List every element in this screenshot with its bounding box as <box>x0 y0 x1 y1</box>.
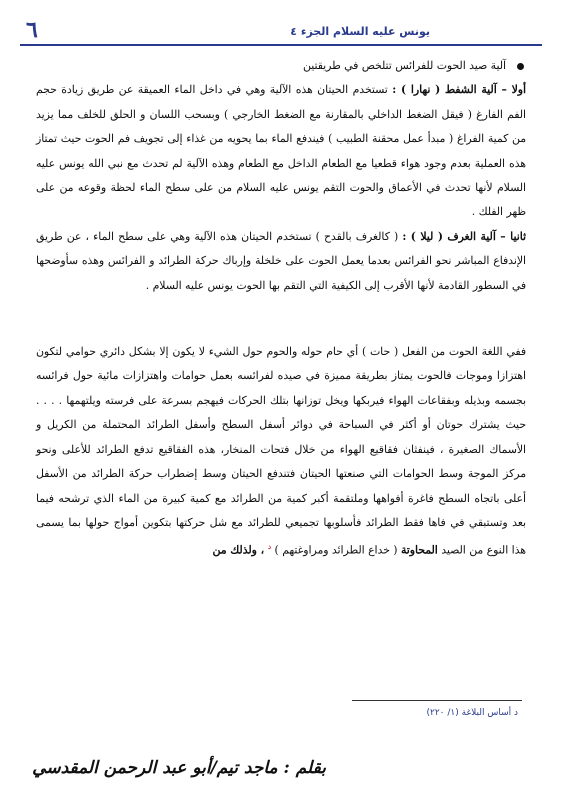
third-paren: ( خداع الطرائد ومراوغتهم ) <box>271 543 401 557</box>
intro-line <box>36 54 526 78</box>
second-label: ثانيا – آلية الغرف ( ليلا ) : <box>402 229 526 243</box>
paragraph-first <box>36 78 526 224</box>
bullet-icon <box>517 63 524 70</box>
third-text: ففي اللغة الحوت من الفعل ( حات ) أي حام حوله والحوم حول الشيء لا يكون إلا بشكل دائري حوامي لتكون اهتزازا وموجات فالحوت يمتاز بطريقة مميزة في صيده لفرائسه بعمل حوامات واهتزازات مائية حول فرائسه بجسمه وبذيله وبفقاعات الهواء فيربكها ويخل توزانها بتلك الحركات فيهجم بسرعة على فرسته ويلتهمها . . . . حيث يشترك حوتان أو أكثر في السباحة في دوائر أسفل السطح وأسفل الطرائد المحتملة من الكريل و الأسماك الصغيرة ، فينفثان فقاقيع الهواء من خلال فتحات المنخار، هذه الفقاقيع تدفع الطرائد للأعلى ونحو مركز الموجة وسط الحوامات التي صنعتها الحيتان فتندفع الحيتان وسط إضطراب حركة الطرائد من الأسفل أعلى باتجاه السطح فاغرة أفواهها وملتقمة أكبر كمية من الطرائد مع كمية كبيرة من الماء الذي ترشحه فيما بعد وتستبقي في فاها فقط الطرائد فأسلوبها تجميعي للطرائد مع شل حركتها بتكوين أمواج حولها بما يسمى هذا النوع من الصيد <box>36 345 526 557</box>
second-text: ( كالغرف بالقدح ) تستخدم الحيتان هذه الآلية وهي على سطح الماء ، عن طريق الإندفاع المباشر نحو الفرائس بعدما يعمل الحوت على خلخلة وإرباك حركة الطرائد و الفرائس وهذه سأوضحها في السطور القادمة لأنها الأقرب إلى الكيفية التي التقم بها الحوت يونس عليه السلام . <box>36 229 526 292</box>
third-bold-term: المحاوتة <box>400 543 438 557</box>
body-text <box>36 54 526 563</box>
page-number: ٦ <box>26 17 38 43</box>
intro-text: آلية صيد الحوت للفرائس تتلخص في طريقتين <box>302 59 506 72</box>
footnote: د أساس البلاغة (١/ ٢٢٠) <box>426 708 518 718</box>
paragraph-second <box>36 225 526 298</box>
signature <box>26 756 326 786</box>
paragraph-gap <box>36 298 526 340</box>
signature-text: بقلم : ماجد تيم/أبو عبد الرحمن المقدسي <box>32 758 326 778</box>
page-header <box>20 17 542 46</box>
first-label: أولا – آلية الشفط ( نهارا ) : <box>392 83 526 97</box>
first-text: تستخدم الحيتان هذه الآلية وهي في داخل الماء العميقة عن طريق زيادة حجم الفم الفارغ ( فيقل الضغط الداخلي بالمقارنة مع الضغط الخارجي ) وبسحب اللسان و الحلق للخلف مما يزيد من كمية الفراغ ( مبدأ عمل محقنة الطبيب ) فيندفع الماء بما يحويه من غذاء إلى تجويف فم الحوت حيث تمتاز هذه العملية بعدم وجود هواء قطعيا مع الطعام الداخل مع الطعام وهذه الآلية لم تحدث مع نبي الله يونس عليه السلام لأنها تحدث في الأعماق والحوت التقم يونس عليه السلام من على سطح الماء لحظة وقوعه من على ظهر الفلك . <box>36 83 526 219</box>
footnote-divider <box>352 700 522 701</box>
header-title: يونس عليه السلام الجزء ٤ <box>290 25 430 38</box>
third-end: ، ولذلك من <box>212 543 265 557</box>
paragraph-third <box>36 340 526 563</box>
footnote-ref-mark: د <box>267 542 272 552</box>
